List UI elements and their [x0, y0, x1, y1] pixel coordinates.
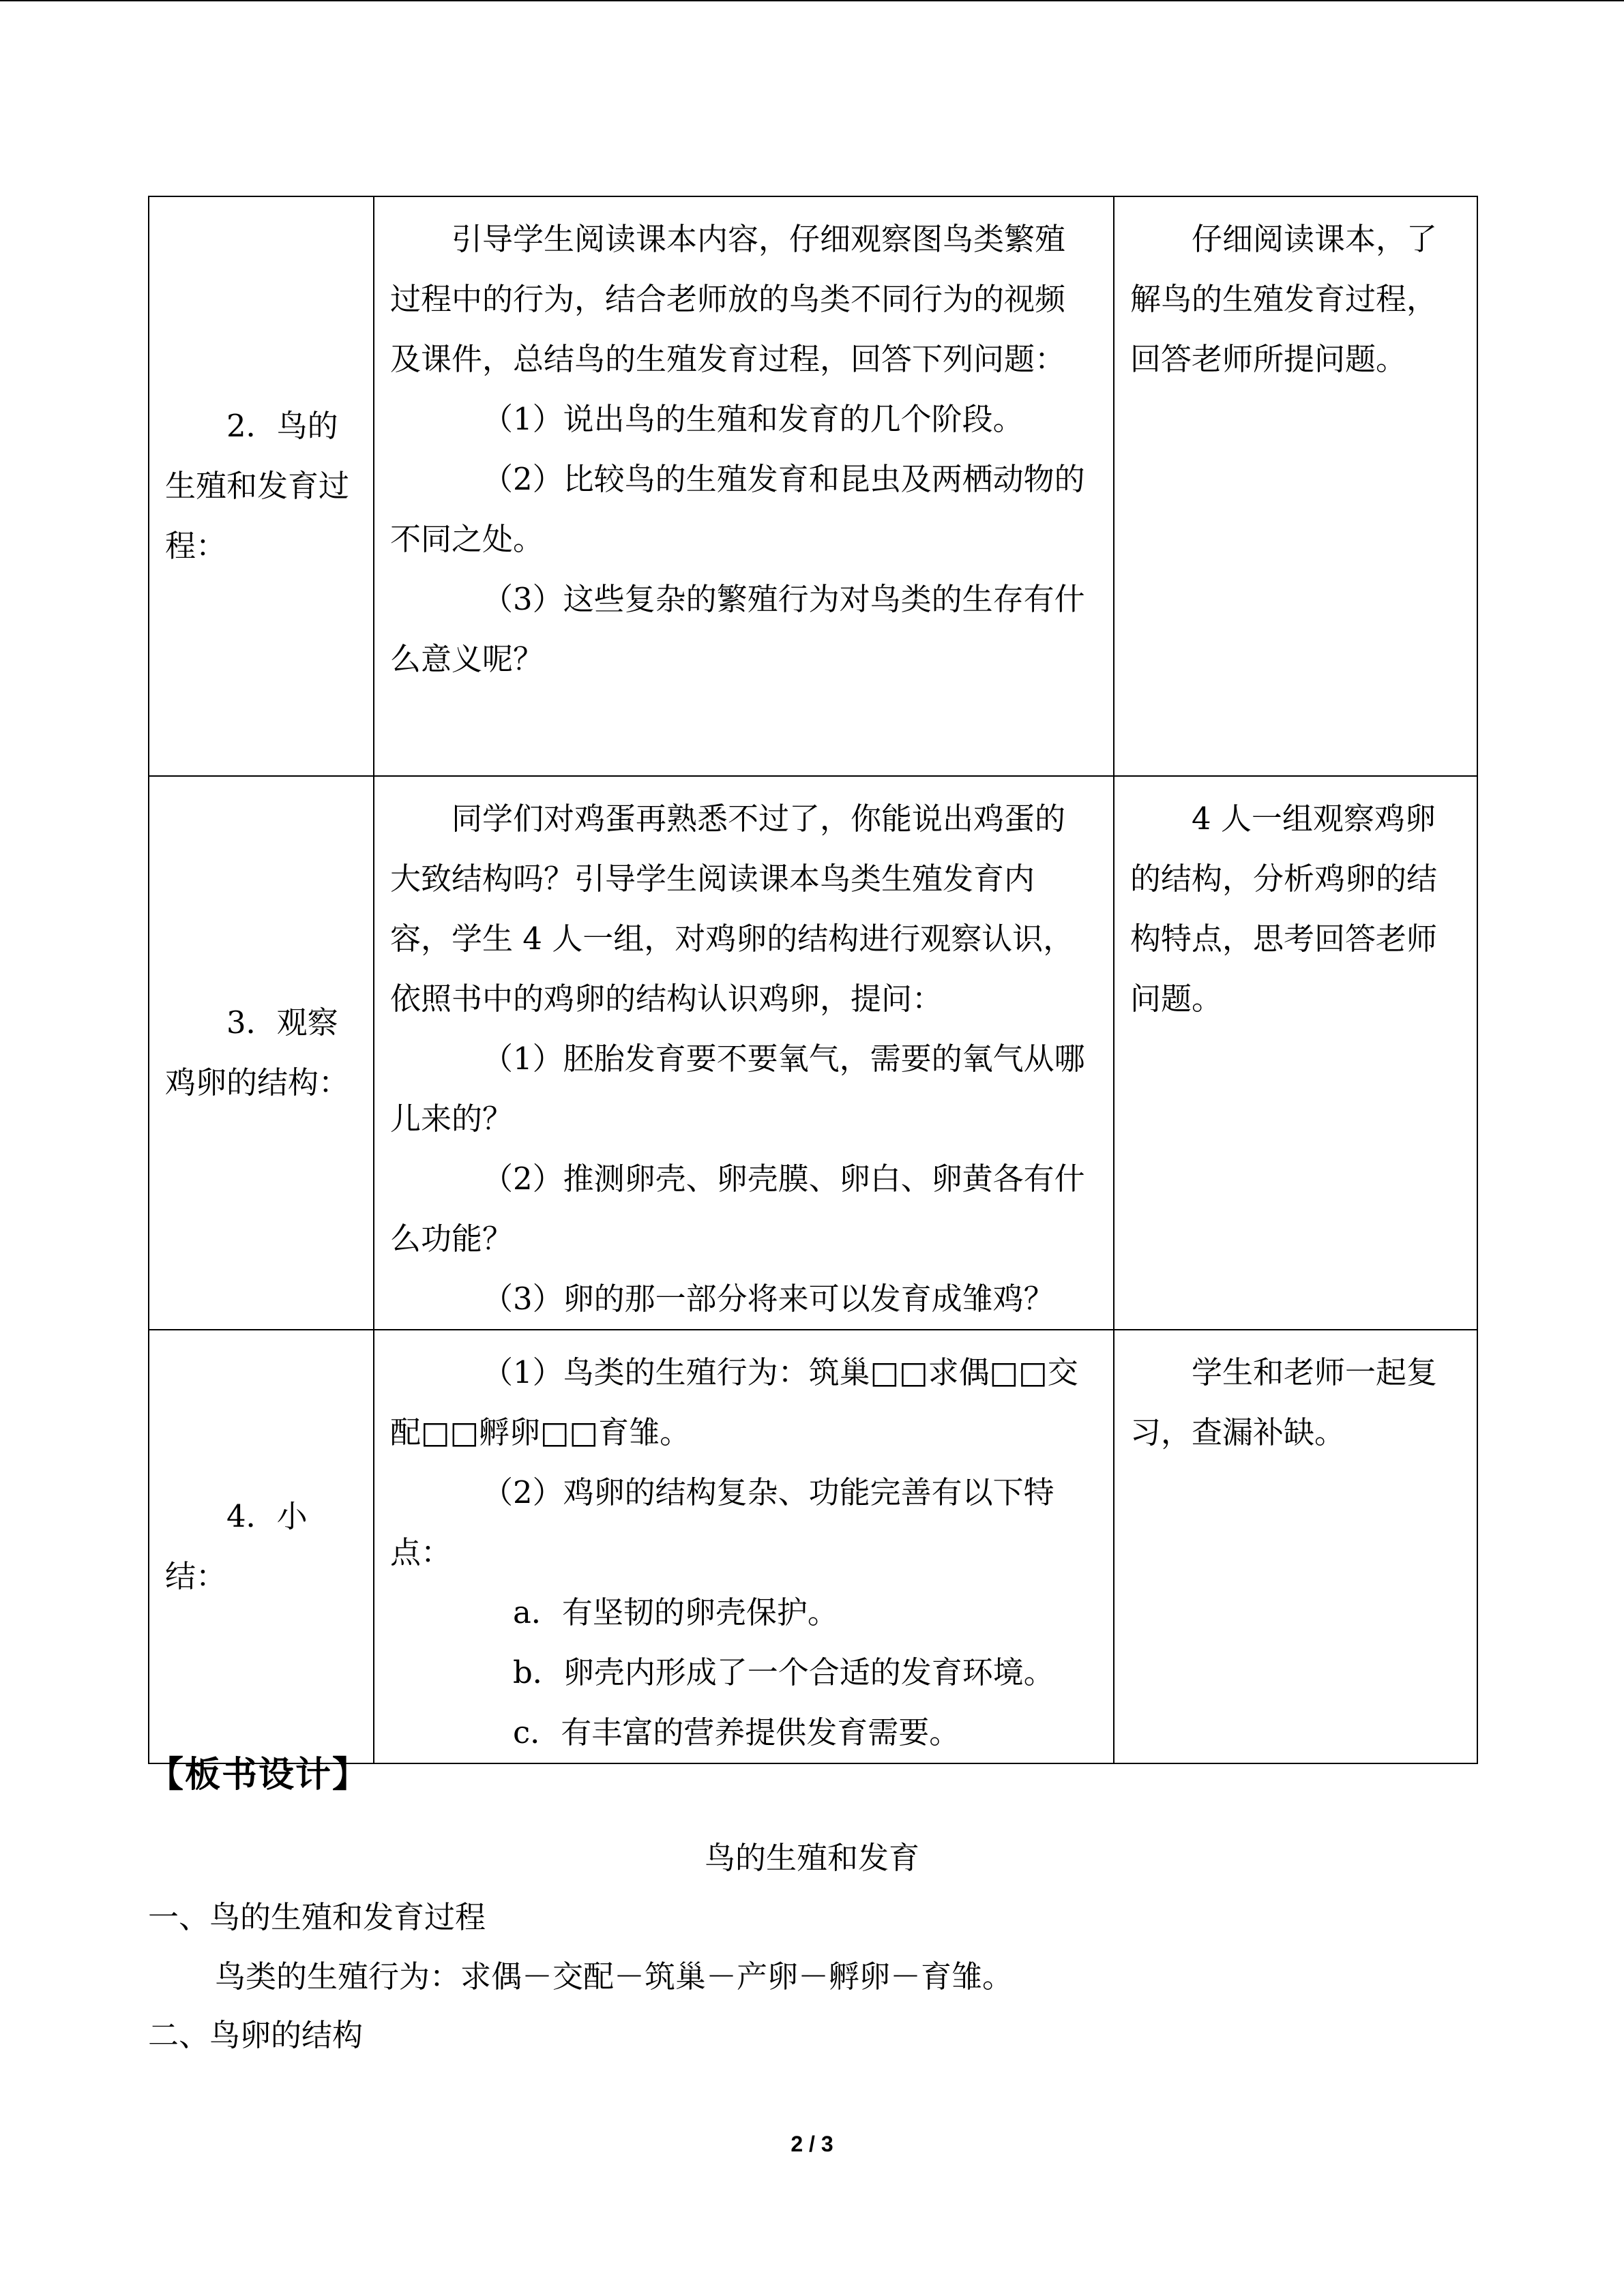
top-border-line	[0, 0, 1624, 1]
table-row	[149, 196, 1477, 776]
teacher-activity-cell	[374, 1330, 1114, 1763]
student-activity-cell: 学生和老师一起复习，查漏补缺。	[1114, 1330, 1477, 1763]
summary-item: a．有坚韧的卵壳保护。	[513, 1594, 838, 1630]
student-activity-cell: 仔细阅读课本，了解鸟的生殖发育过程，回答老师所提问题。	[1114, 196, 1477, 776]
table-row	[149, 1330, 1477, 1763]
board-title: 鸟的生殖和发育	[704, 1840, 919, 1876]
lesson-table	[148, 196, 1478, 1764]
step-cell: 3．观察鸡卵的结构：	[149, 776, 374, 1330]
teacher-paragraph: 同学们对鸡蛋再熟悉不过了，你能说出鸡蛋的大致结构吗？引导学生阅读课本鸟类生殖发育内容，学生 4 人一组，对鸡卵的结构进行观察认识，依照书中的鸡卵的结构认识鸡卵，提问：	[390, 801, 1074, 1017]
summary-item: b．卵壳内形成了一个合适的发育环境。	[513, 1654, 1054, 1690]
board-behavior-line: 鸟类的生殖行为：求偶－交配－筑巢－产卵－孵卵－育雏。	[215, 1958, 1014, 1995]
board-section-1: 一、鸟的生殖和发育过程	[148, 1899, 486, 1935]
summary-point: （1）鸟类的生殖行为：筑巢□□求偶□□交配□□孵卵□□育雏。	[390, 1354, 1078, 1450]
teacher-question: （3）这些复杂的繁殖行为对鸟类的生存有什么意义呢？	[390, 581, 1085, 677]
teacher-question: （1）说出鸟的生殖和发育的几个阶段。	[482, 401, 1024, 437]
table-row	[149, 776, 1477, 1330]
teacher-question: （3）卵的那一部分将来可以发育成雏鸡？	[482, 1281, 1054, 1317]
board-design-heading: 【板书设计】	[148, 1755, 370, 1795]
summary-item: c．有丰富的营养提供发育需要。	[513, 1714, 960, 1750]
summary-point: （2）鸡卵的结构复杂、功能完善有以下特点：	[390, 1474, 1054, 1570]
teacher-question: （2）推测卵壳、卵壳膜、卵白、卵黄各有什么功能？	[390, 1161, 1085, 1257]
student-activity-cell: 4 人一组观察鸡卵的结构，分析鸡卵的结构特点，思考回答老师问题。	[1114, 776, 1477, 1330]
step-cell: 2．鸟的生殖和发育过程：	[149, 196, 374, 776]
step-cell: 4．小结：	[149, 1330, 374, 1763]
teacher-activity-cell	[374, 776, 1114, 1330]
teacher-activity-cell	[374, 196, 1114, 776]
teacher-question: （2）比较鸟的生殖发育和昆虫及两栖动物的不同之处。	[390, 461, 1085, 557]
board-section-2: 二、鸟卵的结构	[148, 2017, 364, 2053]
page-number: 2 / 3	[791, 2132, 833, 2156]
teacher-paragraph: 引导学生阅读课本内容，仔细观察图鸟类繁殖过程中的行为，结合老师放的鸟类不同行为的视频及课件，总结鸟的生殖发育过程，回答下列问题：	[390, 221, 1066, 377]
teacher-question: （1）胚胎发育要不要氧气，需要的氧气从哪儿来的？	[390, 1041, 1085, 1137]
